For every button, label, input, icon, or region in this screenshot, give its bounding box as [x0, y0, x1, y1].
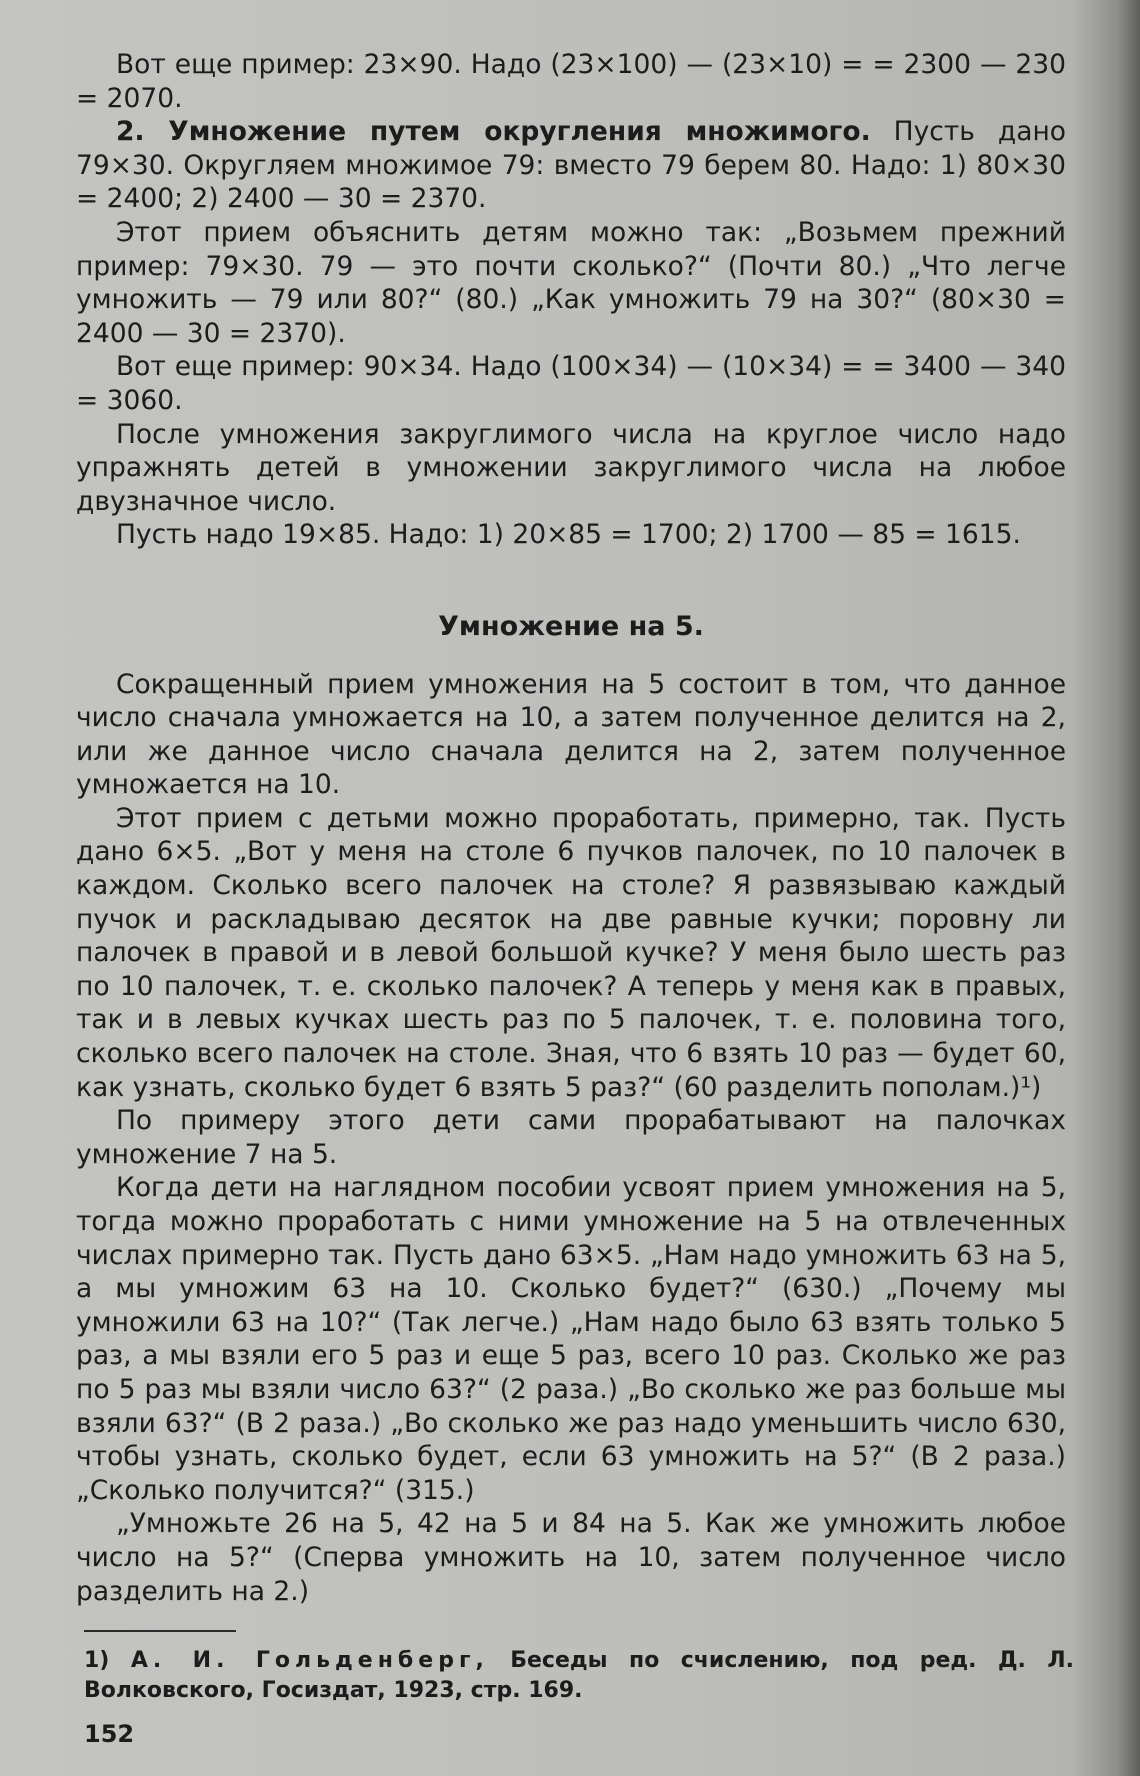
paragraph: По примеру этого дети сами прорабатывают на палочках умножение 7 на 5. — [76, 1105, 1066, 1170]
body-text — [76, 48, 1066, 1608]
footnote-author: А. И. Гольденберг, — [130, 1648, 489, 1673]
section-heading: Умножение на 5. — [438, 610, 704, 642]
paragraph: Этот прием объяснить детям можно так: „Возьмем прежний пример: 79×30. 79 — это почти сколько?“ (Почти 80.) „Что легче умножить — 79 или 80?“ (80.) „Как умножить 79 на 30?“ (80×30 = 2400 — 30 = 2370). — [76, 216, 1066, 349]
page-number: 152 — [84, 1720, 135, 1748]
paragraph: Этот прием с детьми можно проработать, примерно, так. Пусть дано 6×5. „Вот у меня на столе 6 пучков палочек, по 10 палочек в каждом. Сколько всего палочек на столе? Я развязываю каждый пучок и раскладываю десяток на две равные кучки; поровну ли палочек в правой и в левой большой кучке? У меня было шесть раз по 10 палочек, т. е. сколько палочек? А теперь у меня как в правых, так и в левых кучках шесть раз по 5 палочек, т. е. половина того, сколько всего палочек на столе. Зная, что 6 взять 10 раз — будет 60, как узнать, сколько будет 6 взять 5 раз?“ (60 разделить пополам.)¹) — [76, 802, 1066, 1103]
paragraph: „Умножьте 26 на 5, 42 на 5 и 84 на 5. Как же умножить любое число на 5?“ (Сперва умножить на 10, затем полученное число разделить на 2.) — [76, 1508, 1066, 1607]
paragraph: Когда дети на наглядном пособии усвоят прием умножения на 5, тогда можно проработать с ними умножение на 5 на отвлеченных числах примерно так. Пусть дано 63×5. „Нам надо умножить 63 на 5, а мы умножим 63 на 10. Сколько будет?“ (630.) „Почему мы умножили 63 на 10?“ (Так легче.) „Нам надо было 63 взять только 5 раз, а мы взяли его 5 раз и еще 5 раз, всего 10 раз. Сколько же раз по 5 раз мы взяли число 63?“ (2 раза.) „Во сколько же раз больше мы взяли 63?“ (В 2 раза.) „Во сколько же раз надо уменьшить число 630, чтобы узнать, сколько будет, если 63 умножить на 5?“ (В 2 раза.) „Сколько получится?“ (315.) — [76, 1172, 1066, 1506]
paragraph: Вот еще пример: 90×34. Надо (100×34) — (10×34) = = 3400 — 340 = 3060. — [76, 351, 1066, 416]
footnote-text: Беседы по счислению, под ред. Д. Л. Волковского, Госиздат, 1923, стр. 169. — [84, 1648, 1074, 1703]
paragraph — [76, 115, 1066, 216]
footnote — [84, 1646, 1074, 1706]
footnote-marker: 1) — [84, 1648, 110, 1673]
paragraph: Сокращенный прием умножения на 5 состоит в том, что данное число сначала умножается на 10, а затем полученное делится на 2, или же данное число сначала делится на 2, затем полученное умножается на 10. — [76, 668, 1066, 801]
subsection-title: 2. Умножение путем округления множимого. — [116, 116, 871, 148]
paragraph: Пусть надо 19×85. Надо: 1) 20×85 = 1700; 2) 1700 — 85 = 1615. — [116, 519, 1021, 551]
paragraph-text: Пусть дано 79×30. Округляем множимое 79: вместо 79 берем 80. Надо: 1) 80×30 = 2400; 2) 2400 — 30 = 2370. — [76, 116, 1066, 215]
paragraph: Вот еще пример: 23×90. Надо (23×100) — (23×10) = = 2300 — 230 = 2070. — [76, 49, 1066, 114]
footnote-divider — [84, 1630, 236, 1632]
paragraph: После умножения закруглимого числа на круглое число надо упражнять детей в умножении закруглимого числа на любое двузначное число. — [76, 418, 1066, 517]
